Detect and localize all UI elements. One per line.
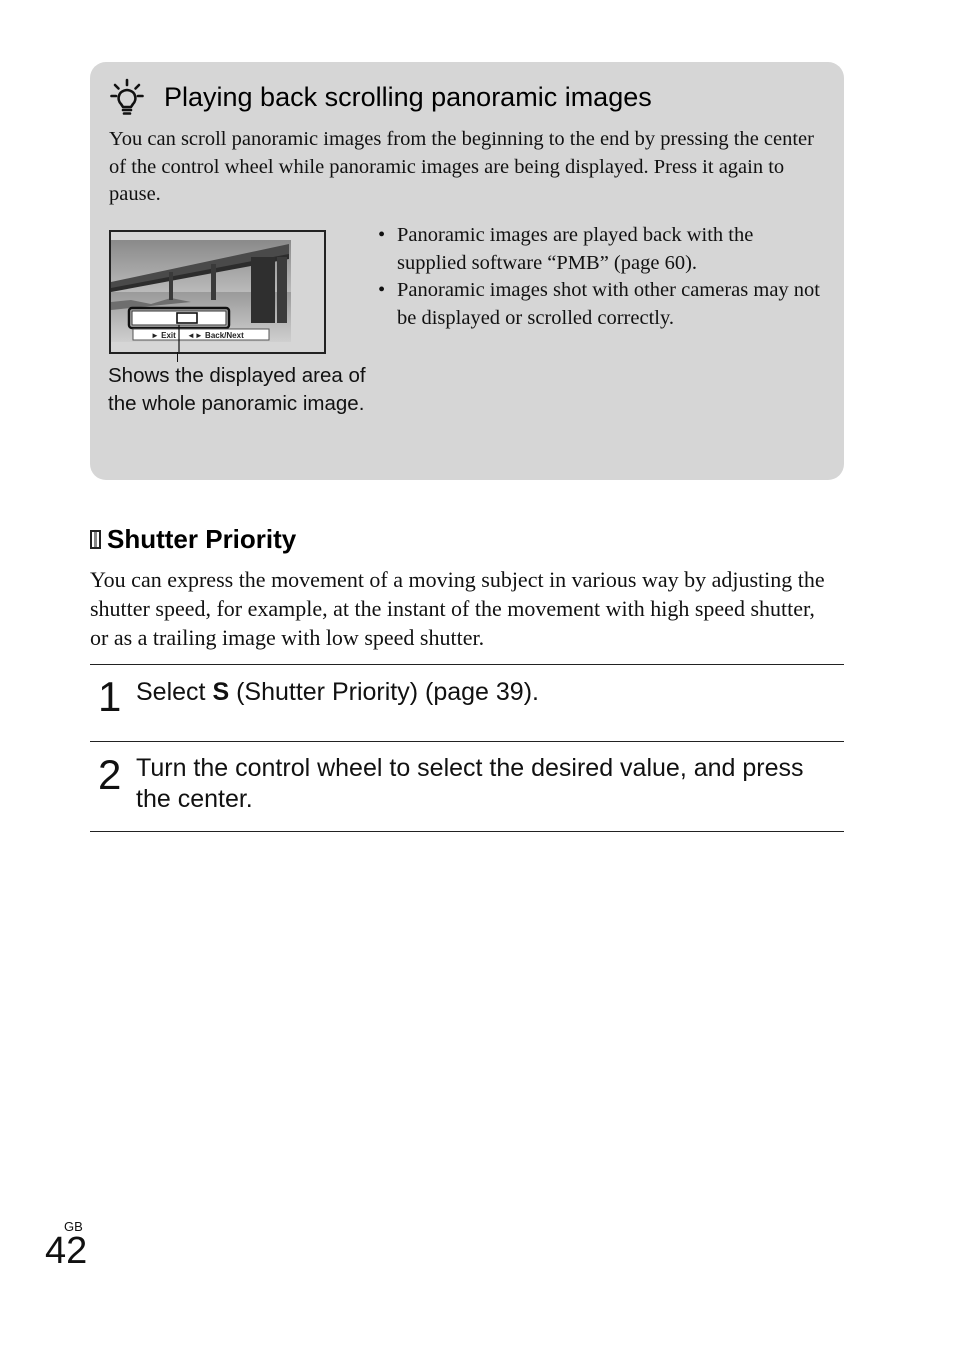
step-text: Turn the control wheel to select the desired value, and press the center. <box>136 754 804 813</box>
screen-caption: Shows the displayed area of the whole panoramic image. <box>108 364 366 415</box>
tip-box <box>90 62 844 480</box>
step-number: 1 <box>98 673 122 720</box>
divider <box>90 831 844 832</box>
tip-notes <box>376 222 826 332</box>
panorama-screen <box>109 230 326 354</box>
step-number: 2 <box>98 751 122 798</box>
panorama-illustration <box>111 232 324 352</box>
tip-body: You can scroll panoramic images from the beginning to the end by pressing the center of the control wheel while panoramic images are being displayed. Press it again to pause. <box>109 128 814 205</box>
lightbulb-icon <box>110 78 144 118</box>
tip-title: Playing back scrolling panoramic images <box>164 82 652 112</box>
screen-nav-label: ◄► Back/Next <box>187 331 244 340</box>
note-item: • Panoramic images are played back with the supplied software “PMB” (page 60). <box>378 224 754 274</box>
shutter-priority-mode-icon: S <box>212 678 230 706</box>
page-region: GB <box>64 1219 83 1234</box>
divider <box>90 741 844 742</box>
section-marker-icon <box>90 530 101 549</box>
screen-exit-label: ► Exit <box>151 331 176 340</box>
note-item: • Panoramic images shot with other cameras may not be displayed or scrolled correctly. <box>378 279 820 329</box>
step-text: Select S (Shutter Priority) (page 39). <box>136 678 539 706</box>
section-heading: Shutter Priority <box>90 524 296 555</box>
page-number: 42 <box>45 1230 88 1272</box>
caption-leader-line <box>177 352 178 362</box>
section-intro: You can express the movement of a moving subject in various way by adjusting the shutter speed, for example, at the instant of the movement with high speed shutter, or as a trailing image with low speed shutter. <box>90 567 825 650</box>
divider <box>90 664 844 665</box>
